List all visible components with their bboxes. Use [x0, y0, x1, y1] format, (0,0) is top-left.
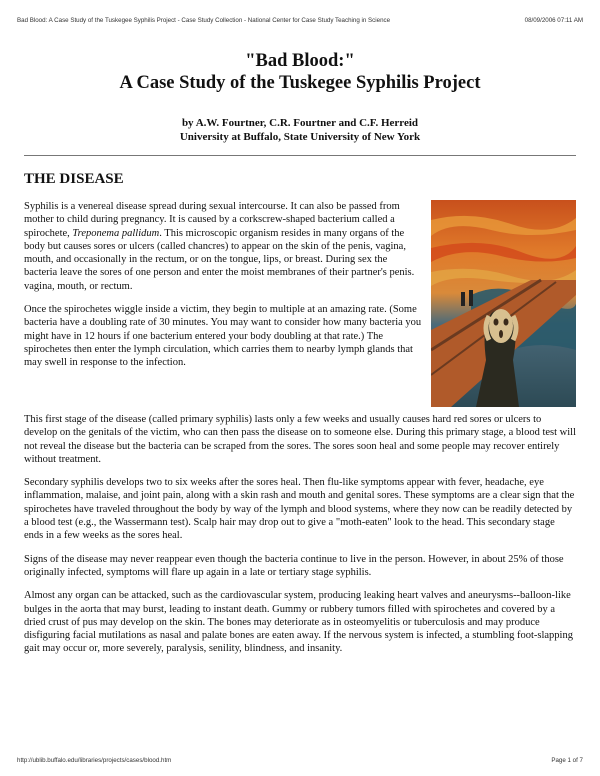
print-footer-page: Page 1 of 7 — [551, 757, 583, 764]
paragraph-2: Once the spirochetes wiggle inside a victim, they begin to multiple at an amazing rate. (Some bacteria have a doubling rate of 30 minutes. You may want to consider how many bacteria you might have in 12 hours if one bacterium entered your body doubling at that rate.) The spirochetes then enter the lymph circulation, which carries them to nearby lymph glands that may swell in response to the infection. — [24, 304, 422, 369]
byline — [24, 116, 576, 144]
print-header — [17, 17, 583, 24]
print-header-timestamp: 08/09/2006 07:11 AM — [524, 17, 583, 24]
print-header-title: Bad Blood: A Case Study of the Tuskegee Syphilis Project - Case Study Collection - National Center for Case Study Teaching in Science — [17, 17, 391, 24]
print-footer-url: http://ublib.buffalo.edu/libraries/projects/cases/blood.htm — [17, 757, 172, 764]
byline-affiliation: University at Buffalo, State University of New York — [179, 131, 421, 143]
print-footer — [17, 757, 583, 764]
paragraph-3: This first stage of the disease (called primary syphilis) lasts only a few weeks and usually causes hard red sores or ulcers to develop on the genitals of the victim, who can then pass the disease on to someone else. During this primary stage, a blood test will not reveal the disease but the bacteria can be scraped from the sores. The sores soon heal and some people may recover entirely without treatment. — [24, 414, 577, 465]
paragraph-5: Signs of the disease may never reappear even though the bacteria continue to live in the person. However, in about 25% of those originally infected, symptoms will flare up again in a late or tertiary stage syphilis. — [24, 553, 564, 578]
paragraph-1-italic: Treponema pallidum — [72, 227, 160, 239]
page-content — [24, 50, 576, 666]
title-line-1: "Bad Blood:" — [245, 51, 355, 71]
paragraph-6: Almost any organ can be attacked, such as the cardiovascular system, producing leaking heart valves and aneurysms--balloon-like bulges in the aorta that may burst, leading to instant death. Gummy or rubbery tumors filled with spirochetes and covered by a dried crust of pus may develop on the skin. The bones may deteriorate as in osteomyelitis or tuberculosis and may produce disfiguring facial mutilations as nasal and palate bones are eaten away. If the nervous system is infected, a stumbling foot-slapping gait may occur or, more severely, paralysis, senility, blindness, and insanity. — [24, 590, 573, 655]
title-line-2: A Case Study of the Tuskegee Syphilis Project — [119, 73, 481, 93]
byline-authors: by A.W. Fourtner, C.R. Fourtner and C.F. Herreid — [181, 117, 419, 129]
divider — [24, 155, 576, 156]
scream-painting-image — [431, 200, 576, 407]
paragraph-1-text-a: Syphilis is a venereal disease spread during sexual intercourse. It can also be passed from mother to child during pregnancy. It is caused by a corkscrew-shaped bacterium called a spirochete, — [24, 201, 400, 239]
paragraph-4: Secondary syphilis develops two to six weeks after the sores heal. Then flu-like symptoms appear with fever, headache, eye inflammation, malaise, and joint pain, along with a skin rash and mouth and genital sores. These symptoms are a clear sign that the spirochetes have traveled throughout the body by way of the lymph and blood systems, where they now can be readily detected by a blood test (e.g., the Wassermann test). Scalp hair may drop out to give a "moth-eaten" look to the head. This secondary stage ends in a few weeks as the sores heal. — [24, 477, 575, 542]
section-heading: THE DISEASE — [24, 171, 124, 187]
paragraph-1-text-b: . This microscopic organism resides in many organs of the body but causes sores or ulcers (called chancres) to appear on the skin of the penis, vagina, mouth, and occasionally in the rectum, or on the tongue, lips, or breast. During sex the bacteria leave the sores of one person and enter the moist membranes of their partner's penis. vagina, mouth, or rectum. — [24, 227, 415, 292]
the-scream-painting-icon — [431, 200, 576, 407]
page-title — [24, 50, 576, 94]
